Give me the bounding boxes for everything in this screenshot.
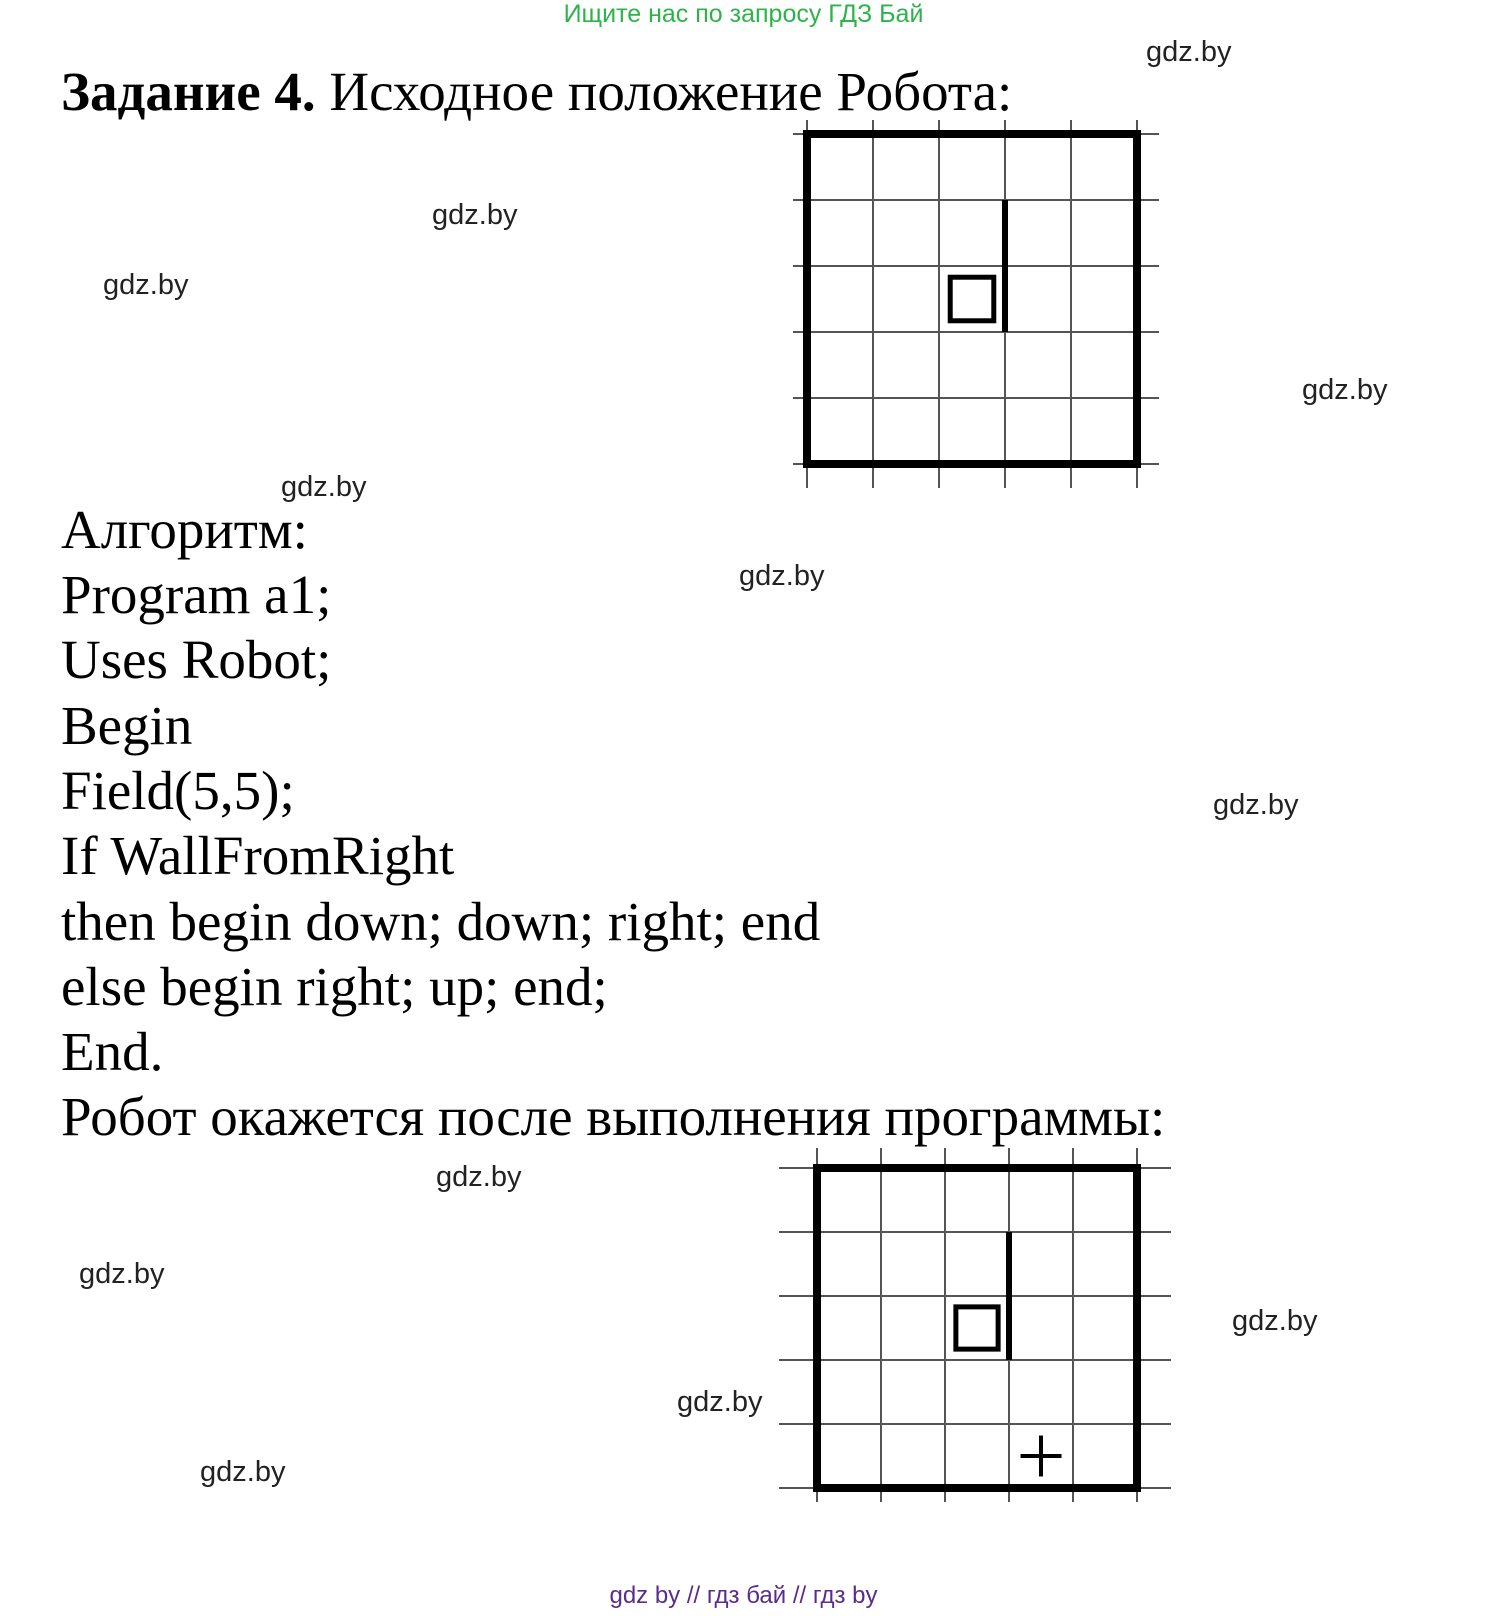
code-line: Uses Robot; xyxy=(61,629,332,690)
code-line: then begin down; down; right; end xyxy=(61,891,821,952)
initial-robot-field xyxy=(790,118,1180,508)
watermark: gdz.by xyxy=(432,199,518,231)
task-number: Задание 4. xyxy=(61,61,316,122)
algorithm-label: Алгоритм: xyxy=(61,499,308,560)
search-banner: Ищите нас по запросу ГДЗ Бай xyxy=(563,0,924,28)
code-line: If WallFromRight xyxy=(61,825,455,886)
watermark: gdz.by xyxy=(739,560,825,592)
code-line: else begin right; up; end; xyxy=(61,956,608,1017)
watermark: gdz.by xyxy=(436,1161,522,1193)
footer-links: gdz by // гдз бай // гдз by xyxy=(609,1582,878,1609)
watermark: gdz.by xyxy=(1232,1305,1318,1337)
task-heading xyxy=(61,60,1012,124)
watermark: gdz.by xyxy=(200,1456,286,1488)
robot-start-marker xyxy=(956,1307,998,1349)
watermark: gdz.by xyxy=(103,269,189,301)
watermark: gdz.by xyxy=(79,1258,165,1290)
result-label: Робот окажется после выполнения программы: xyxy=(61,1086,1166,1147)
watermark: gdz.by xyxy=(1146,36,1232,68)
watermark: gdz.by xyxy=(1213,789,1299,821)
code-line: Field(5,5); xyxy=(61,760,295,821)
code-line: Program a1; xyxy=(61,564,332,625)
watermark: gdz.by xyxy=(1302,374,1388,406)
robot-start-marker xyxy=(950,277,994,321)
watermark: gdz.by xyxy=(281,471,367,503)
code-line: End. xyxy=(61,1021,164,1082)
task-title: Исходное положение Робота: xyxy=(315,61,1013,122)
final-robot-field xyxy=(770,1146,1190,1516)
code-line: Begin xyxy=(61,695,193,756)
watermark: gdz.by xyxy=(677,1386,763,1418)
